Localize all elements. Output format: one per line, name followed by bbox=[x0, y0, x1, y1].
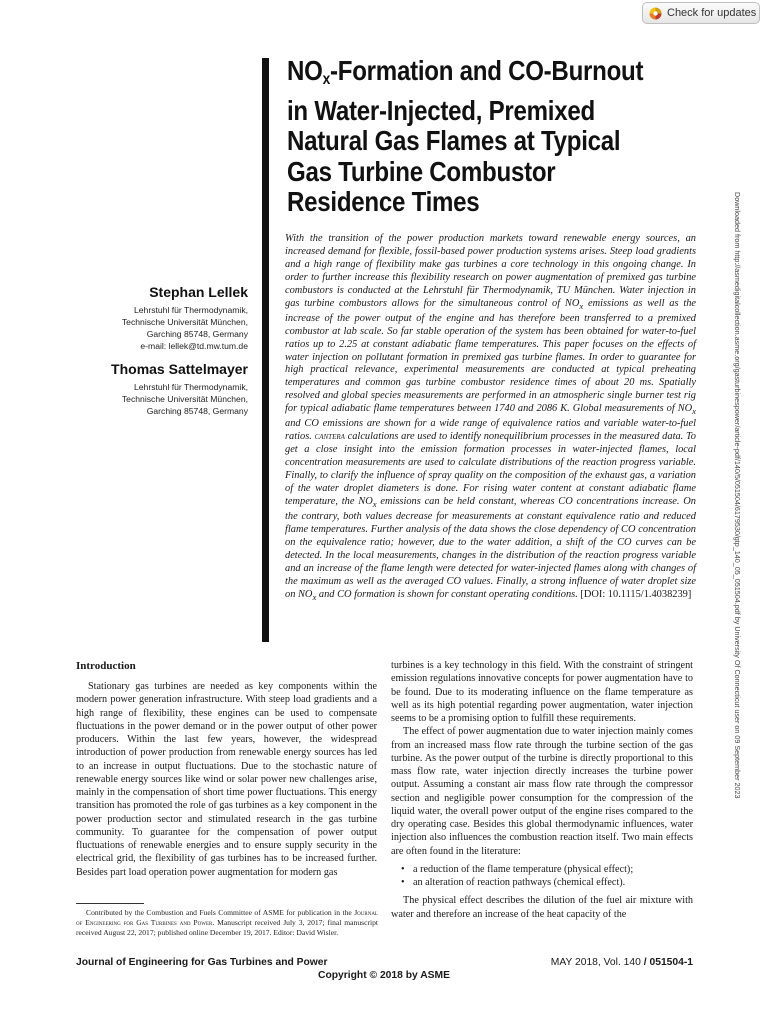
footer-issue-info: MAY 2018, Vol. 140 / 051504-1 bbox=[550, 957, 693, 968]
effects-list bbox=[391, 863, 693, 890]
footer-journal-name: Journal of Engineering for Gas Turbines and Power bbox=[76, 957, 328, 968]
author-name: Stephan Lellek bbox=[149, 284, 248, 300]
section-heading-introduction: Introduction bbox=[76, 660, 136, 672]
title-line-2: in Water-Injected, Premixed bbox=[287, 94, 595, 126]
affiliation-line: Garching 85748, Germany bbox=[146, 406, 248, 416]
body-paragraph: turbines is a key technology in this field. With the constraint of stringent emission regulations innovative concepts for power augmentation have to be found. Due to its moderating influence on the flame temperature as well as its high potential regarding power augmentation, water injection seems to be a promising option to fulfill these requirements. bbox=[391, 660, 693, 724]
affiliation-line: Technische Universität München, bbox=[121, 394, 248, 404]
title-line-4: Gas Turbine Combustor bbox=[287, 155, 556, 187]
title-line-5: Residence Times bbox=[287, 186, 480, 217]
body-column-right bbox=[391, 659, 693, 921]
body-paragraph: Stationary gas turbines are needed as key components within the modern power generation infrastructure. With steep load gradients and a high range of flexibility, these engines can be used to compensate fluctuations in the power demand or in the power output of other power producers. Within the last few years, however, the widespread introduction of power production from renewable energy sources has led to an increase in output fluctuations. Due to the stochastic nature of renewable energy sources like wind or solar power new challenges arise, mainly in the compensation of short time power fluctuations. This energy transition has promoted the role of gas turbines as a key component in the power production sector and stimulated research in the gas turbine community. To guarantee for the compensation of power output fluctuations of renewable energies and to ensure supply security in the electrical grid, the flexibility of gas turbines has to be increased further. Besides part load operation power augmentation for modern gas bbox=[76, 681, 377, 878]
title-line-3: Natural Gas Flames at Typical bbox=[287, 125, 621, 156]
footer-copyright: Copyright © 2018 by ASME bbox=[318, 970, 450, 981]
footnote-journal-name: Journal of Engineering for Gas Turbines and Power bbox=[76, 908, 378, 927]
author-block-lellek bbox=[122, 284, 248, 352]
affiliation-line: Lehrstuhl für Thermodynamik, bbox=[134, 382, 248, 392]
paper-title bbox=[287, 55, 644, 218]
body-paragraph: The physical effect describes the dilution of the fuel air mixture with water and therefore an increase of the heat capacity of the bbox=[391, 895, 693, 920]
body-paragraph: The effect of power augmentation due to water injection mainly comes from an increased mass flow rate through the turbine section of the gas turbine. As the power output of the turbine is directly proportional to this mass flow rate, water injection directly increases the turbine power output. Assuming a constant air mass flow rate through the compressor section and negligible power consumption for the compression of the liquid water, the overall power output of the engine rises compared to the dry operating case. Besides this global thermodynamic influences, water injection also influences the combustion reaction itself. Two main effects are often found in the literature: bbox=[391, 726, 693, 857]
affiliation-line: Technische Universität München, bbox=[121, 317, 248, 327]
body-column-left bbox=[76, 680, 377, 879]
title-accent-bar bbox=[262, 58, 269, 642]
list-item: • a reduction of the flame temperature (physical effect); bbox=[391, 863, 693, 876]
author-name: Thomas Sattelmayer bbox=[111, 361, 248, 377]
doi-link[interactable]: [DOI: 10.1115/1.4038239] bbox=[577, 588, 692, 600]
check-for-updates-label: Check for updates bbox=[667, 7, 757, 19]
download-watermark: Downloaded from http://asmedigitalcollection.asme.org/gasturbinespower/article-pdf/140/5/051504/6179530/gtp_140_05_051504.pdf by University Of Connecticut user on 09 September 2023 bbox=[733, 192, 742, 799]
author-email[interactable]: e-mail: lellek@td.mw.tum.de bbox=[140, 341, 248, 351]
title-line-1: $NO_x$-Formation and CO-Burnout bbox=[287, 55, 644, 88]
footnote: Contributed by the Combustion and Fuels Committee of ASME for publication in the Journal of Engineering for Gas Turbines and Power. Manuscript received July 3, 2017; final manuscript received August 22, 2017; published online December 19, 2017. Editor: David Wisler. bbox=[76, 908, 378, 937]
affiliation-line: Lehrstuhl für Thermodynamik, bbox=[134, 305, 248, 315]
cantera-name: cantera bbox=[314, 431, 345, 443]
list-item: • an alteration of reaction pathways (chemical effect). bbox=[391, 876, 693, 889]
affiliation-line: Garching 85748, Germany bbox=[146, 329, 248, 339]
author-block-sattelmayer bbox=[111, 361, 248, 417]
abstract: With the transition of the power production markets toward renewable energy sources, an increased demand for flexible, fossil-based power production systems arises. Steep load gradients and a high range of flexibility make gas turbines a core technology in this ongoing change. In order to further increase this flexibility research on power augmentation of premixed gas turbine combustors is conducted at the Lehrstuhl für Thermodynamik, TU München. Water injection in gas turbine combustors allows for the simultaneous control of $NO_x$ emissions as well as the increase of the power output of the engine and has therefore been transferred to a premixed combustor at lab scale. So far stable operation of the system has been obtained for water-to-fuel ratios up to 2.25 at constant adiabatic flame temperatures. This paper focuses on the effects of water injection on pollutant formation in premixed gas turbine flames. In order to guarantee for high practical relevance, experimental measurements are conducted at typical preheating temperatures and common gas turbine combustor residence times of about 20 ms. Spatially resolved and global species measurements are performed in an atmospheric single burner test rig for typical adiabatic flame temperatures between 1740 and 2086 K. Global measurements of $NO_x$ and CO emissions are shown for a wide range of equivalence ratios and variable water-to-fuel ratios. cantera calculations are used to identify nonequilibrium processes in the measured data. To get a close insight into the emission formation processes in water-injected flames, local concentration measurements are used to calculate distributions of the reaction progress variable. Finally, to clarify the influence of spray quality on the composition of the exhaust gas, a variation of the water droplet diameters is done. For rising water content at constant adiabatic flame temperature, the $NO_x$ emissions can be held constant, whereas CO concentrations increase. On the contrary, both values decrease for measurements at constant equivalence ratio and reduced flame temperatures. Further analysis of the data shows the close dependency of CO concentration on the equivalence ratio; however, due to the water addition, a shift of the CO curves can be detected. In the local measurements, changes in the distribution of the reaction progress variable and an increase of the flame length were detected for water-injected flames along with changes of the maximum as well as the averaged CO values. Finally, a strong influence of water droplet size on $NO_x$ and CO formation is shown for constant operating conditions. [DOI: 10.1115/1.4038239] bbox=[285, 233, 697, 602]
check-for-updates-button[interactable] bbox=[642, 2, 760, 24]
footnote-divider bbox=[76, 903, 144, 904]
check-for-updates-icon bbox=[649, 7, 662, 20]
